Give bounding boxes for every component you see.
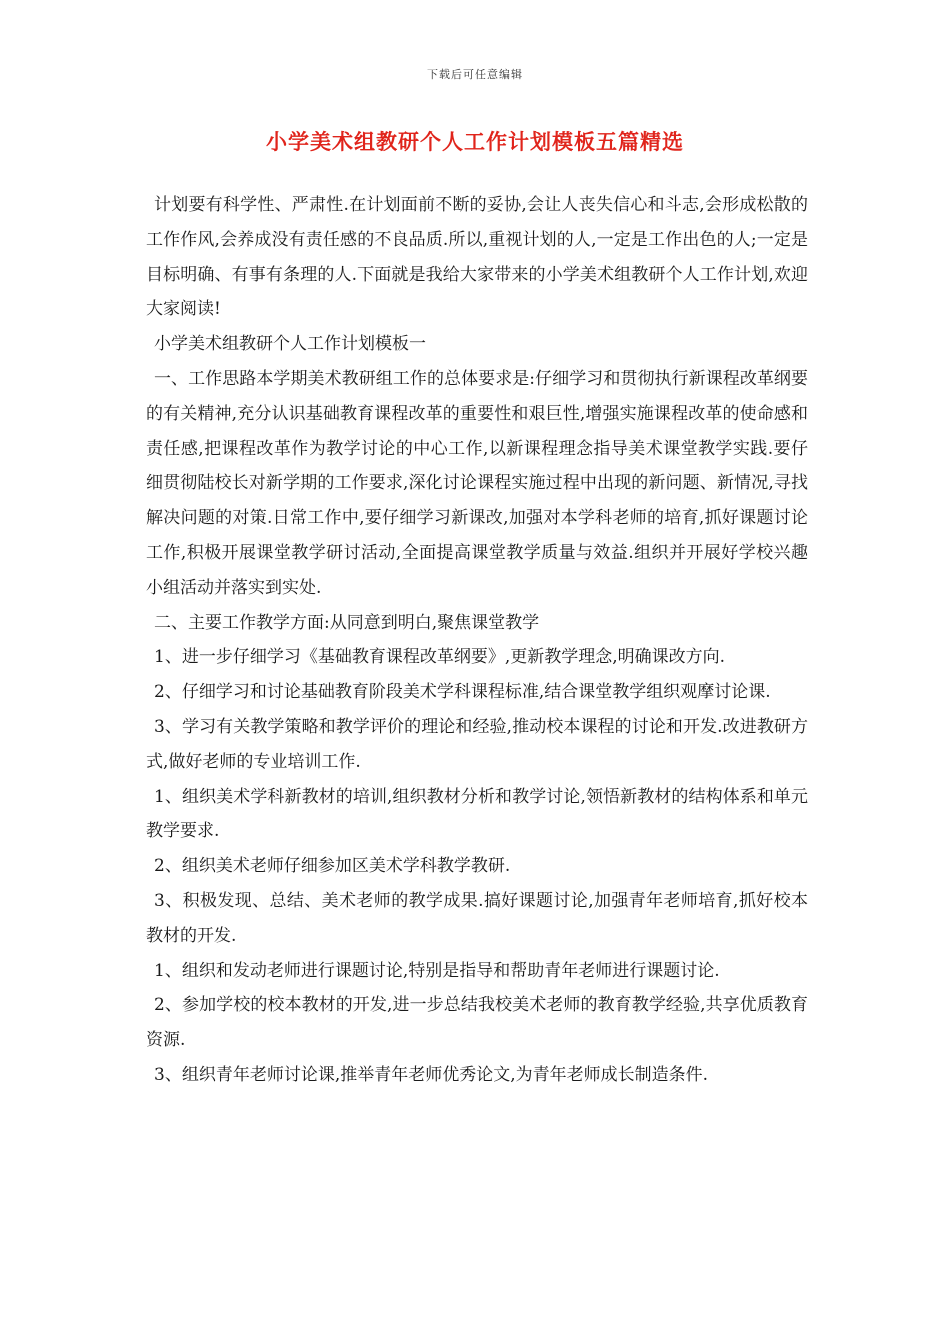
header-note: 下载后可任意编辑 bbox=[427, 68, 523, 81]
paragraph-item: 2、参加学校的校本教材的开发,进一步总结我校美术老师的教育教学经验,共享优质教育资源. bbox=[146, 995, 808, 1051]
document-body bbox=[146, 188, 808, 1093]
paragraph-item: 1、组织和发动老师进行课题讨论,特别是指导和帮助青年老师进行课题讨论. bbox=[154, 960, 720, 981]
document-title: 小学美术组教研个人工作计划模板五篇精选 bbox=[266, 129, 684, 154]
paragraph-work-ideas: 一、工作思路本学期美术教研组工作的总体要求是:仔细学习和贯彻执行新课程改革纲要的有关精神,充分认识基础教育课程改革的重要性和艰巨性,增强实施课程改革的使命感和责任感,把课程改革作为教学讨论的中心工作,以新课程理念指导美术课堂教学实践.要仔细贯彻陆校长对新学期的工作要求,深化讨论课程实施过程中出现的新问题、新情况,寻找解决问题的对策.日常工作中,要仔细学习新课改,加强对本学科老师的培育,抓好课题讨论工作,积极开展课堂教学研讨活动,全面提高课堂教学质量与效益.组织并开展好学校兴趣小组活动并落实到实处. bbox=[146, 368, 808, 598]
paragraph-intro: 计划要有科学性、严肃性.在计划面前不断的妥协,会让人丧失信心和斗志,会形成松散的工作作风,会养成没有责任感的不良品质.所以,重视计划的人,一定是工作出色的人;一定是目标明确、有事有条理的人.下面就是我给大家带来的小学美术组教研个人工作计划,欢迎大家阅读! bbox=[146, 195, 808, 320]
paragraph-item: 3、积极发现、总结、美术老师的教学成果.搞好课题讨论,加强青年老师培育,抓好校本教材的开发. bbox=[146, 890, 808, 946]
paragraph-item: 3、组织青年老师讨论课,推举青年老师优秀论文,为青年老师成长制造条件. bbox=[154, 1064, 709, 1085]
paragraph-template-heading: 小学美术组教研个人工作计划模板一 bbox=[154, 334, 426, 355]
paragraph-item: 1、进一步仔细学习《基础教育课程改革纲要》,更新教学理念,明确课改方向. bbox=[154, 647, 726, 668]
paragraph-main-work: 二、主要工作教学方面:从同意到明白,聚焦课堂教学 bbox=[154, 612, 540, 633]
paragraph-item: 3、学习有关教学策略和教学评价的理论和经验,推动校本课程的讨论和开发.改进教研方式,做好老师的专业培训工作. bbox=[146, 716, 808, 772]
paragraph-item: 2、组织美术老师仔细参加区美术学科教学教研. bbox=[154, 856, 511, 877]
paragraph-item: 2、仔细学习和讨论基础教育阶段美术学科课程标准,结合课堂教学组织观摩讨论课. bbox=[154, 682, 771, 703]
paragraph-item: 1、组织美术学科新教材的培训,组织教材分析和教学讨论,领悟新教材的结构体系和单元教学要求. bbox=[146, 786, 808, 842]
